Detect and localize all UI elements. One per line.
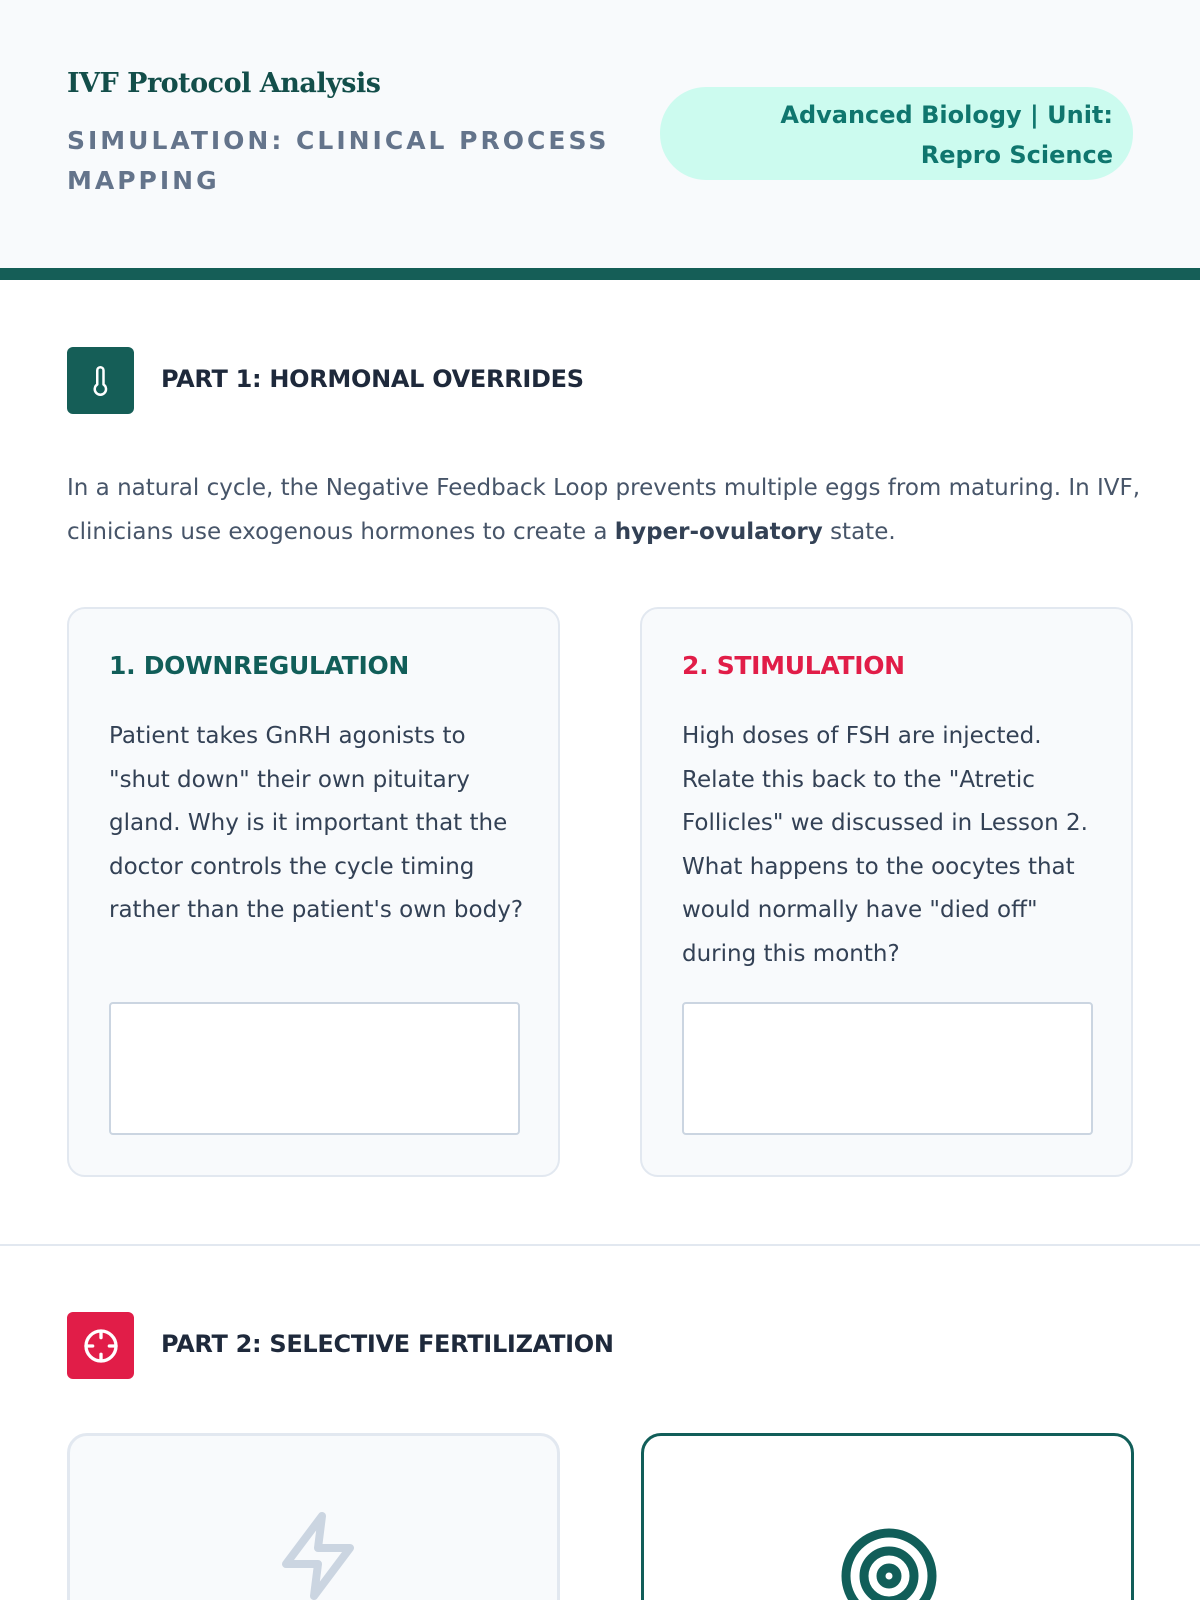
page-subtitle: SIMULATION: CLINICAL PROCESS MAPPING — [67, 126, 610, 195]
header-divider-bar — [0, 268, 1200, 280]
question-card-stimulation — [640, 607, 1133, 1177]
question-text: Patient takes GnRH agonists to "shut down" their own pituitary gland. Why is it important that the doctor controls the cycle timing rather than the patient's own body? — [109, 723, 524, 923]
page-header — [0, 0, 1200, 268]
answer-field[interactable] — [682, 1002, 1093, 1135]
key-term: hyper-ovulatory — [614, 519, 823, 545]
section-intro: In a natural cycle, the Negative Feedback Loop prevents multiple eggs from maturing. In IVF, clinicians use exogenous hormones to create a hyper-ovulatory state. — [67, 475, 1141, 545]
page-title: IVF Protocol Analysis — [67, 68, 381, 99]
question-card-downregulation — [67, 607, 560, 1177]
thermometer-icon — [67, 347, 134, 414]
section-title-part2: PART 2: SELECTIVE FERTILIZATION — [161, 1330, 614, 1358]
card-heading: 2. STIMULATION — [682, 651, 905, 680]
target-icon — [839, 1526, 939, 1600]
course-badge: Advanced Biology | Unit: Repro Science — [660, 87, 1133, 180]
lightning-icon — [270, 1506, 366, 1600]
option-card-a[interactable] — [67, 1433, 560, 1600]
option-card-b[interactable] — [641, 1433, 1134, 1600]
question-text: High doses of FSH are injected. Relate this back to the "Atretic Follicles" we discussed in Lesson 2. What happens to the oocytes that would normally have "died off" during this month? — [682, 723, 1088, 967]
section-title-part1: PART 1: HORMONAL OVERRIDES — [161, 365, 584, 393]
card-heading: 1. DOWNREGULATION — [109, 651, 410, 680]
crosshair-icon — [67, 1312, 134, 1379]
answer-field[interactable] — [109, 1002, 520, 1135]
section-divider — [0, 1244, 1200, 1246]
